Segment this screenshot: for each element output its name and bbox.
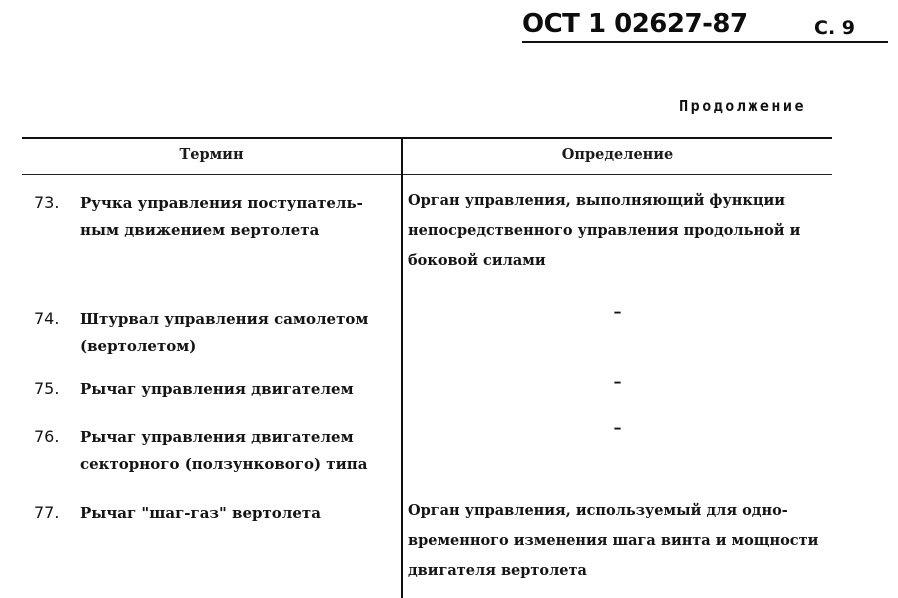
definition-text: временного изменения шага винта и мощности <box>408 532 819 549</box>
definition-dash-75: – <box>613 372 622 391</box>
continuation-label: Продолжение <box>679 97 806 115</box>
page-number: С. 9 <box>814 17 855 39</box>
table-top-rule <box>22 137 832 139</box>
term-entry-76 <box>34 423 404 478</box>
definition-text: непосредственного управления продольной и <box>408 222 801 239</box>
definition-text: боковой силами <box>408 252 546 269</box>
definition-text: Орган управления, используемый для одно- <box>408 502 788 519</box>
definition-dash-74: – <box>613 302 622 321</box>
standard-designation: ОСТ 1 02627-87 <box>522 9 748 39</box>
term-text: (вертолетом) <box>80 337 197 355</box>
term-number: 73. <box>34 193 60 212</box>
term-number: 77. <box>34 503 60 522</box>
term-text: Рычаг управления двигателем <box>80 428 354 446</box>
column-header-term: Термин <box>179 146 244 163</box>
term-number: 76. <box>34 427 60 446</box>
definition-entry-77 <box>408 496 848 586</box>
term-entry-75 <box>34 375 404 403</box>
term-text: Ручка управления поступатель- <box>80 194 363 212</box>
term-text: Рычаг "шаг-газ" вертолета <box>80 504 321 522</box>
term-text: Рычаг управления двигателем <box>80 380 354 398</box>
column-header-definition: Определение <box>561 146 674 163</box>
term-text: секторного (ползункового) типа <box>80 455 368 473</box>
definition-text: Орган управления, выполняющий функции <box>408 192 786 209</box>
term-number: 74. <box>34 309 60 328</box>
term-text: Штурвал управления самолетом <box>80 310 369 328</box>
definition-dash-76: – <box>613 418 622 437</box>
term-entry-74 <box>34 305 404 360</box>
definition-entry-73 <box>408 186 848 276</box>
term-text: ным движением вертолета <box>80 221 320 239</box>
term-number: 75. <box>34 379 60 398</box>
definition-text: двигателя вертолета <box>408 562 587 579</box>
term-entry-77 <box>34 499 404 527</box>
term-entry-73 <box>34 189 404 244</box>
table-header-rule <box>22 174 832 175</box>
header-underline <box>522 41 888 43</box>
document-header <box>522 8 890 44</box>
